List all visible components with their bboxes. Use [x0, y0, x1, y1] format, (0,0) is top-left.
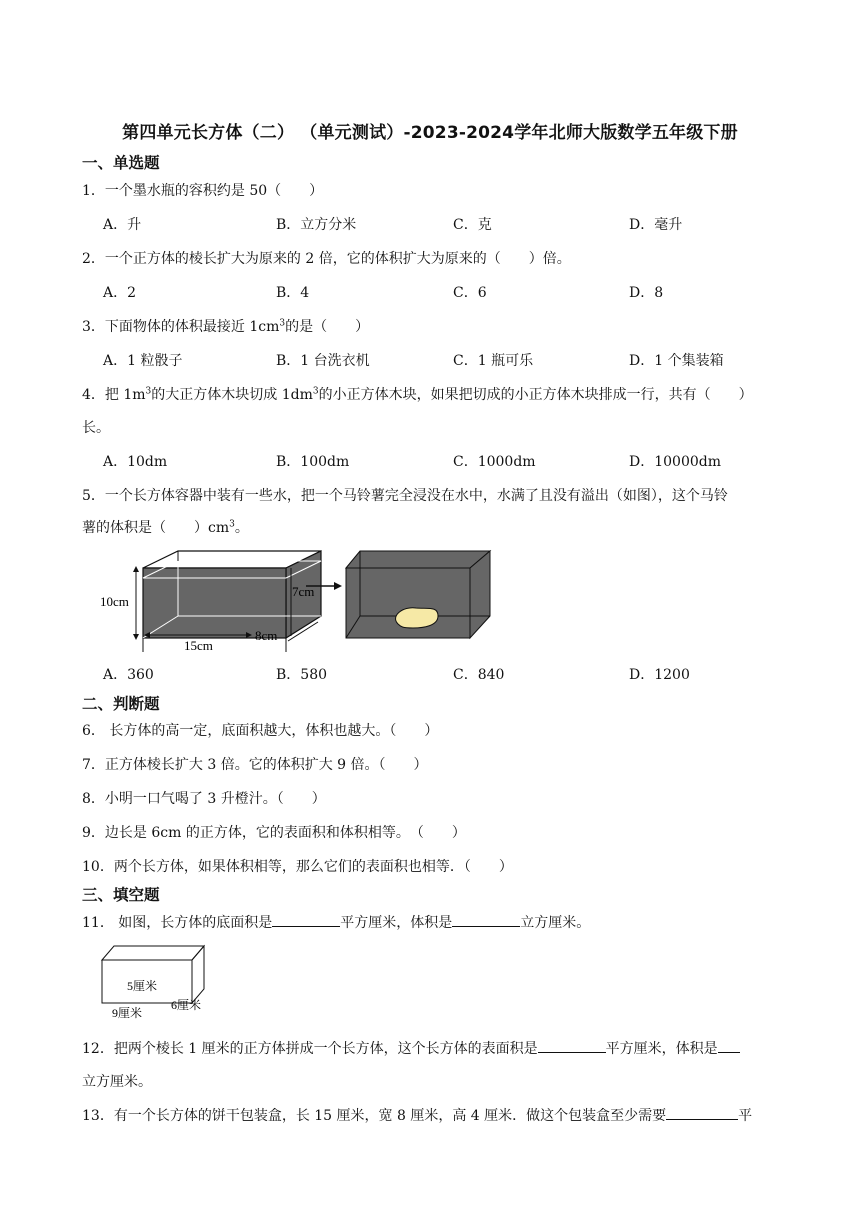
answer-blank[interactable]	[666, 1106, 738, 1120]
answer-blank[interactable]	[538, 1039, 606, 1053]
fig-length-label: 15cm	[184, 638, 213, 653]
q3-option-b: B．1 台洗衣机	[276, 353, 370, 369]
q5-option-b: B．580	[276, 667, 328, 683]
fig-length-label: 9厘米	[112, 1006, 143, 1020]
page-title: 第四单元长方体（二） （单元测试）-2023-2024学年北师大版数学五年级下册	[122, 123, 738, 143]
fig-height-label: 10cm	[100, 594, 129, 609]
question-13: 13．有一个长方体的饼干包装盒，长 15 厘米，宽 8 厘米，高 4 厘米．做这个包装盒至少需要 平	[82, 1108, 753, 1124]
question-8: 8．小明一口气喝了 3 升橙汁。（ ）	[82, 791, 326, 807]
section-heading-true-false: 二、判断题	[82, 695, 160, 713]
q1-option-a: A．升	[103, 217, 142, 233]
q1-option-b: B．立方分米	[276, 217, 357, 233]
question-12-continued: 立方厘米。	[82, 1074, 152, 1090]
cuboid-figure	[92, 942, 222, 1024]
q4-option-c: C．1000dm	[453, 454, 536, 470]
q2-option-c: C．6	[453, 285, 487, 301]
q5-option-d: D．1200	[629, 667, 690, 683]
q3-option-d: D．1 个集装箱	[629, 353, 724, 369]
q4-option-d: D．10000dm	[629, 454, 721, 470]
answer-blank[interactable]	[718, 1039, 740, 1053]
fig-depth-label: 6厘米	[171, 998, 202, 1012]
q5-option-a: A．360	[103, 667, 154, 683]
fig-width-label: 8cm	[255, 628, 278, 643]
question-2: 2．一个正方体的棱长扩大为原来的 2 倍，它的体积扩大为原来的（ ）倍。	[82, 251, 571, 267]
question-9: 9．边长是 6cm 的正方体，它的表面积和体积相等。 （ ）	[82, 825, 466, 841]
fig-height-label: 5厘米	[127, 979, 158, 993]
question-10: 10．两个长方体，如果体积相等，那么它们的表面积也相等．（ ）	[82, 859, 513, 875]
question-11: 11． 如图，长方体的底面积是 平方厘米，体积是 立方厘米。	[82, 915, 591, 931]
q4-option-b: B．100dm	[276, 454, 350, 470]
arrow-icon	[334, 582, 342, 590]
fig-water-height-label: 7cm	[292, 584, 315, 599]
answer-blank[interactable]	[272, 913, 340, 927]
container-potato-figure	[98, 546, 498, 656]
q2-option-d: D．8	[629, 285, 664, 301]
q2-option-a: A．2	[103, 285, 137, 301]
question-12: 12．把两个棱长 1 厘米的正方体拼成一个长方体，这个长方体的表面积是 平方厘米，体积是	[82, 1038, 740, 1058]
q2-option-b: B．4	[276, 285, 310, 301]
q5-option-c: C．840	[453, 667, 505, 683]
potato-shape	[396, 608, 438, 628]
question-5: 5．一个长方体容器中装有一些水，把一个马铃薯完全浸没在水中，水满了且没有溢出（如图），这个马铃	[82, 488, 728, 504]
section-heading-fill-blank: 三、填空题	[82, 886, 160, 904]
question-7: 7．正方体棱长扩大 3 倍。它的体积扩大 9 倍。（ ）	[82, 757, 428, 773]
question-4-continued: 长。	[82, 420, 110, 436]
question-4: 4．把 $1m^3$的大正方体木块切成 $1dm^3$的小正方体木块，如果把切成的小正方体木块排成一行，共有（ ）	[82, 386, 753, 403]
answer-blank[interactable]	[452, 913, 520, 927]
question-5-continued: 薯的体积是（ ）$cm^3$。	[82, 519, 249, 536]
question-1: 1．一个墨水瓶的容积约是 50（ ）	[82, 183, 324, 199]
q4-option-a: A．10dm	[103, 454, 168, 470]
q3-option-c: C．1 瓶可乐	[453, 353, 534, 369]
q1-option-d: D．毫升	[629, 217, 683, 233]
question-6: 6． 长方体的高一定，底面积越大，体积也越大。（ ）	[82, 723, 439, 739]
q1-option-c: C．克	[453, 217, 492, 233]
q3-option-a: A．1 粒骰子	[103, 353, 183, 369]
section-heading-single-choice: 一、单选题	[82, 154, 160, 172]
question-3: 3．下面物体的体积最接近 $1cm^3$的是（ ）	[82, 318, 370, 335]
